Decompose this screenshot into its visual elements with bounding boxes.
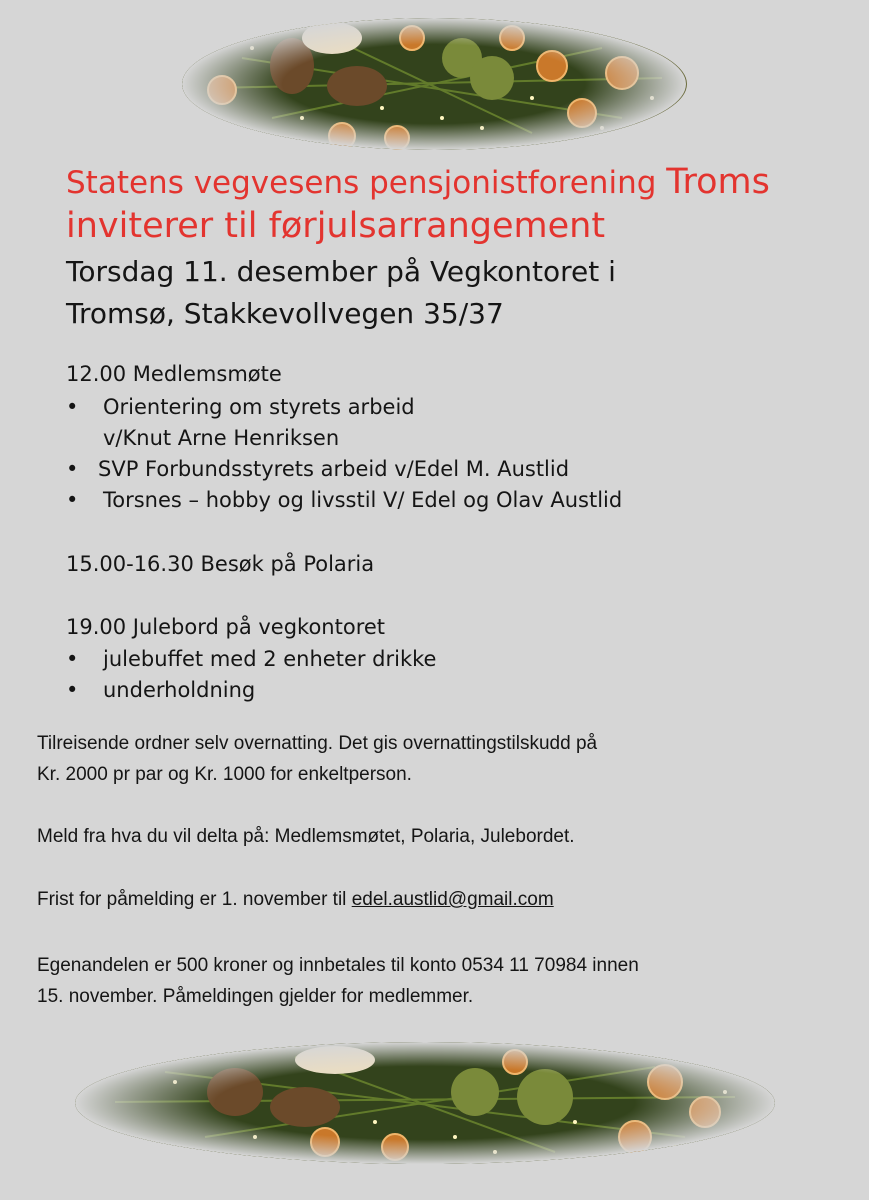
- program-item-continuation: v/Knut Arne Henriksen: [103, 426, 340, 450]
- title-line-2: inviterer til førjulsarrangement: [66, 206, 606, 246]
- program-item: Torsnes – hobby og livsstil V/ Edel og Olav Austlid: [103, 488, 623, 512]
- bullet-icon: •: [66, 488, 79, 512]
- program-item: Orientering om styrets arbeid: [103, 395, 415, 419]
- christmas-wreath-image-bottom: [75, 1042, 775, 1164]
- title-line-1: [66, 162, 770, 202]
- fee-info-line-2: 15. november. Påmeldingen gjelder for medlemmer.: [37, 986, 474, 1007]
- deadline-info: [37, 889, 554, 911]
- contact-email-link[interactable]: edel.austlid@gmail.com: [351, 889, 554, 910]
- title-region: Troms: [666, 162, 770, 202]
- bullet-icon: •: [66, 395, 79, 419]
- program-heading-polaria: 15.00-16.30 Besøk på Polaria: [66, 552, 375, 576]
- christmas-wreath-image-top: [182, 18, 687, 150]
- program-heading-julebord: 19.00 Julebord på vegkontoret: [66, 615, 386, 639]
- wreath-icon: [75, 1042, 775, 1164]
- program-heading-medlemsmote: 12.00 Medlemsmøte: [66, 362, 282, 386]
- lodging-info-line-2: Kr. 2000 pr par og Kr. 1000 for enkeltperson.: [37, 764, 412, 785]
- event-date-location-line-1: Torsdag 11. desember på Vegkontoret i: [66, 255, 616, 288]
- wreath-icon: [182, 18, 687, 150]
- bullet-icon: •: [66, 647, 79, 671]
- fee-info-line-1: Egenandelen er 500 kroner og innbetales til konto 0534 11 70984 innen: [37, 955, 639, 976]
- signup-info: Meld fra hva du vil delta på: Medlemsmøtet, Polaria, Julebordet.: [37, 826, 575, 847]
- bullet-icon: •: [66, 678, 79, 702]
- lodging-info-line-1: Tilreisende ordner selv overnatting. Det gis overnattingstilskudd på: [37, 733, 598, 754]
- bullet-icon: •: [66, 457, 79, 481]
- event-date-location-line-2: Tromsø, Stakkevollvegen 35/37: [66, 297, 504, 330]
- program-item: julebuffet med 2 enheter drikke: [103, 647, 437, 671]
- deadline-text: Frist for påmelding er 1. november til: [37, 889, 352, 910]
- program-item: underholdning: [103, 678, 256, 702]
- title-organization: Statens vegvesens pensjonistforening: [66, 165, 657, 201]
- program-item: SVP Forbundsstyrets arbeid v/Edel M. Austlid: [98, 457, 570, 481]
